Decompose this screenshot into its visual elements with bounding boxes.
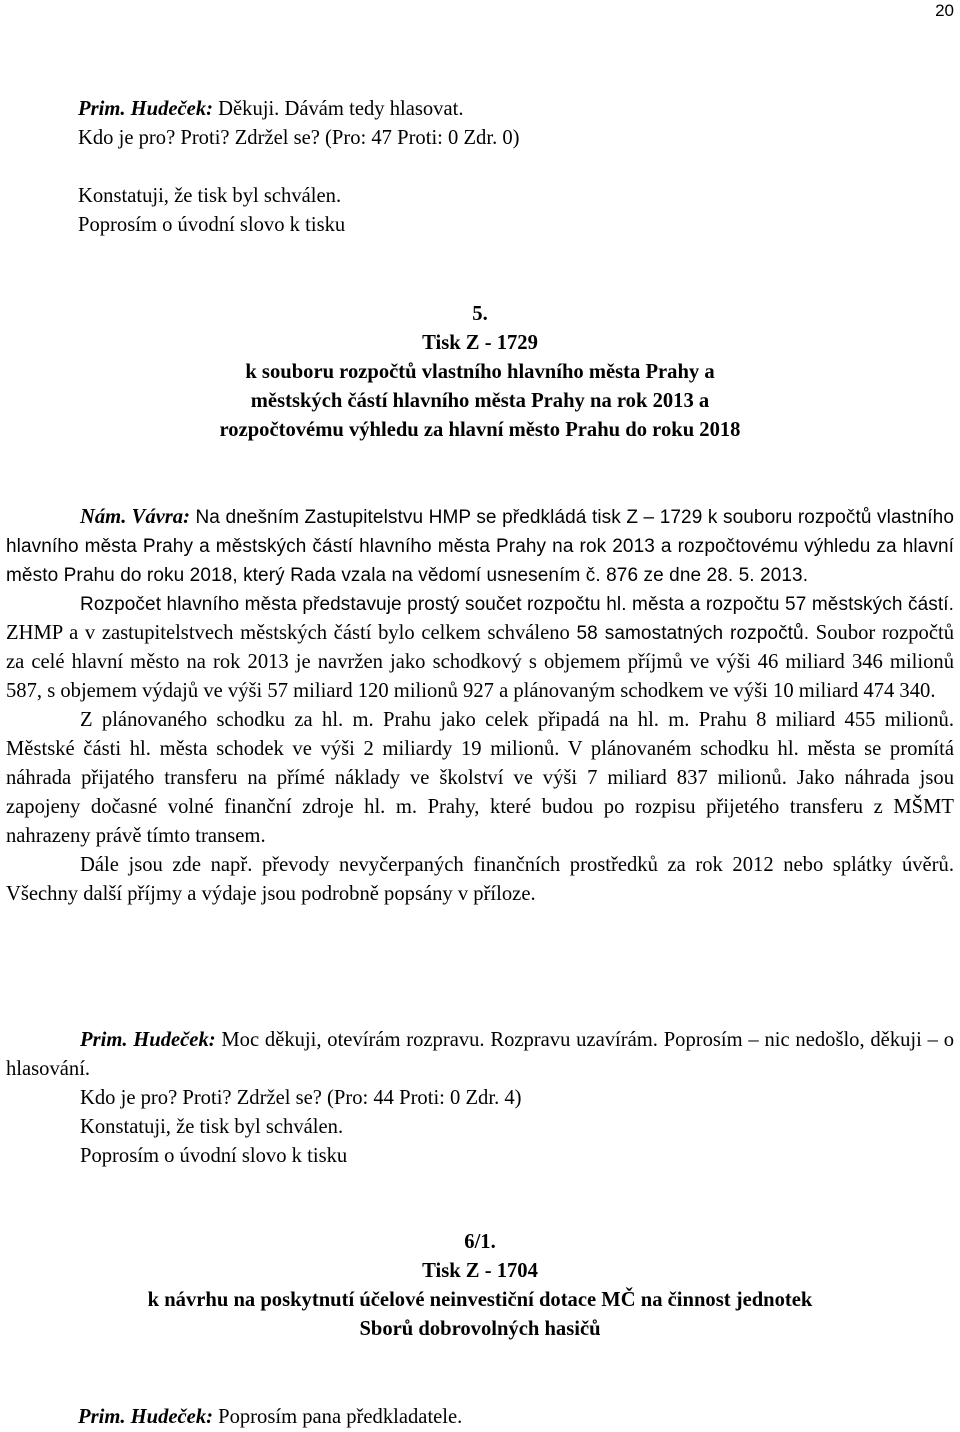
speech-paragraph [6, 503, 954, 590]
speaker-name: Prim. Hudeček: [78, 1406, 213, 1428]
request-line: Poprosím o úvodní slovo k tisku [78, 214, 346, 236]
speech-paragraph [6, 590, 954, 706]
vavra-speech [6, 503, 954, 909]
speech-line [78, 1403, 938, 1432]
tisk-number: Tisk Z - 1729 [422, 332, 538, 354]
speech-paragraph: Dále jsou zde např. převody nevyčerpaných finančních prostředků za rok 2012 nebo splátky úvěrů. Všechny další příjmy a výdaje jsou podrobně popsány v příloze. [6, 854, 954, 905]
item-title-line: rozpočtovému výhledu za hlavní město Prahu do roku 2018 [219, 419, 741, 441]
approval-line: Konstatuji, že tisk byl schválen. [80, 1116, 344, 1138]
item-number: 6/1. [464, 1231, 496, 1253]
speech-line [78, 95, 938, 124]
speech-paragraph: Z plánovaného schodku za hl. m. Prahu jako celek připadá na hl. m. Prahu 8 miliard 455 milionů. Městské části hl. města schodek ve výši 2 miliardy 19 milionů. V plánovaném schodku hl. města se promítá náhrada přijatého transferu na přímé náklady ve školství ve výši 7 miliard 837 milionů. Jako náhrada jsou zapojeny dočasné volné finanční zdroje hl. m. Prahy, které budou po rozpisu přijetého transferu z MŠMT nahrazeny právě tímto transem. [6, 709, 954, 847]
agenda-item-5-heading [0, 300, 960, 445]
agenda-item-6-1-heading [0, 1228, 960, 1344]
speaker-name: Prim. Hudeček: [78, 98, 213, 120]
speaker-name: Nám. Vávra: [80, 506, 190, 528]
item-title-line: k souboru rozpočtů vlastního hlavního města Prahy a [245, 361, 715, 383]
item-title-line: městských částí hlavního města Prahy na rok 2013 a [250, 390, 710, 412]
item-title-line: k návrhu na poskytnutí účelové neinvestiční dotace MČ na činnost jednotek [147, 1289, 813, 1311]
request-line: Poprosím o úvodní slovo k tisku [80, 1145, 348, 1167]
speaker-name: Prim. Hudeček: [80, 1029, 216, 1051]
vote-line: Kdo je pro? Proti? Zdržel se? (Pro: 44 Proti: 0 Zdr. 4) [80, 1087, 522, 1109]
speech-text: Na dnešním Zastupitelstvu HMP se předkládá tisk Z – 1729 k souboru rozpočtů vlastního hlavního města Prahy a městských částí hlavního města Prahy na rok 2013 a rozpočtovému výhledu za hlavní město Prahu do roku 2018, který Rada vzala na vědomí usnesením č. 876 ze dne 28. 5. 2013. [6, 507, 954, 586]
vote-line: Kdo je pro? Proti? Zdržel se? (Pro: 47 Proti: 0 Zdr. 0) [78, 127, 520, 149]
speech-text: Rozpočet hlavního města představuje prostý součet rozpočtu hl. města a rozpočtu 57 městských částí. [80, 594, 954, 615]
item-title-line: Sborů dobrovolných hasičů [359, 1318, 601, 1340]
speech-text: Poprosím pana předkladatele. [212, 1406, 463, 1428]
hudecek-vote-block-2 [6, 1026, 954, 1171]
speech-text: Moc děkuji, otevírám rozpravu. Rozpravu uzavírám. Poprosím – nic nedošlo, děkuji – o hlasování. [6, 1029, 954, 1080]
speech-text: ZHMP a v zastupitelstvech městských částí bylo celkem schváleno [6, 622, 577, 644]
page-number: 20 [935, 1, 954, 20]
hudecek-vote-block-1 [78, 95, 938, 240]
approval-line: Konstatuji, že tisk byl schválen. [78, 185, 342, 207]
speech-text: Soubor rozpočtů za celé hlavní město na rok 2013 je navržen jako schodkový s objemem příjmů ve výši 46 miliard 346 milionů 587, s objemem výdajů ve výši 57 miliard 120 milionů 927 a plánovaným schodkem ve výši 10 miliard 474 340. [6, 622, 954, 702]
hudecek-closing-line [78, 1403, 938, 1432]
speech-paragraph [6, 1026, 954, 1084]
speech-text: Děkuji. Dávám tedy hlasovat. [212, 98, 464, 120]
tisk-number: Tisk Z - 1704 [422, 1260, 538, 1282]
speech-text: 58 samostatných rozpočtů. [576, 623, 810, 644]
item-number: 5. [472, 303, 488, 325]
